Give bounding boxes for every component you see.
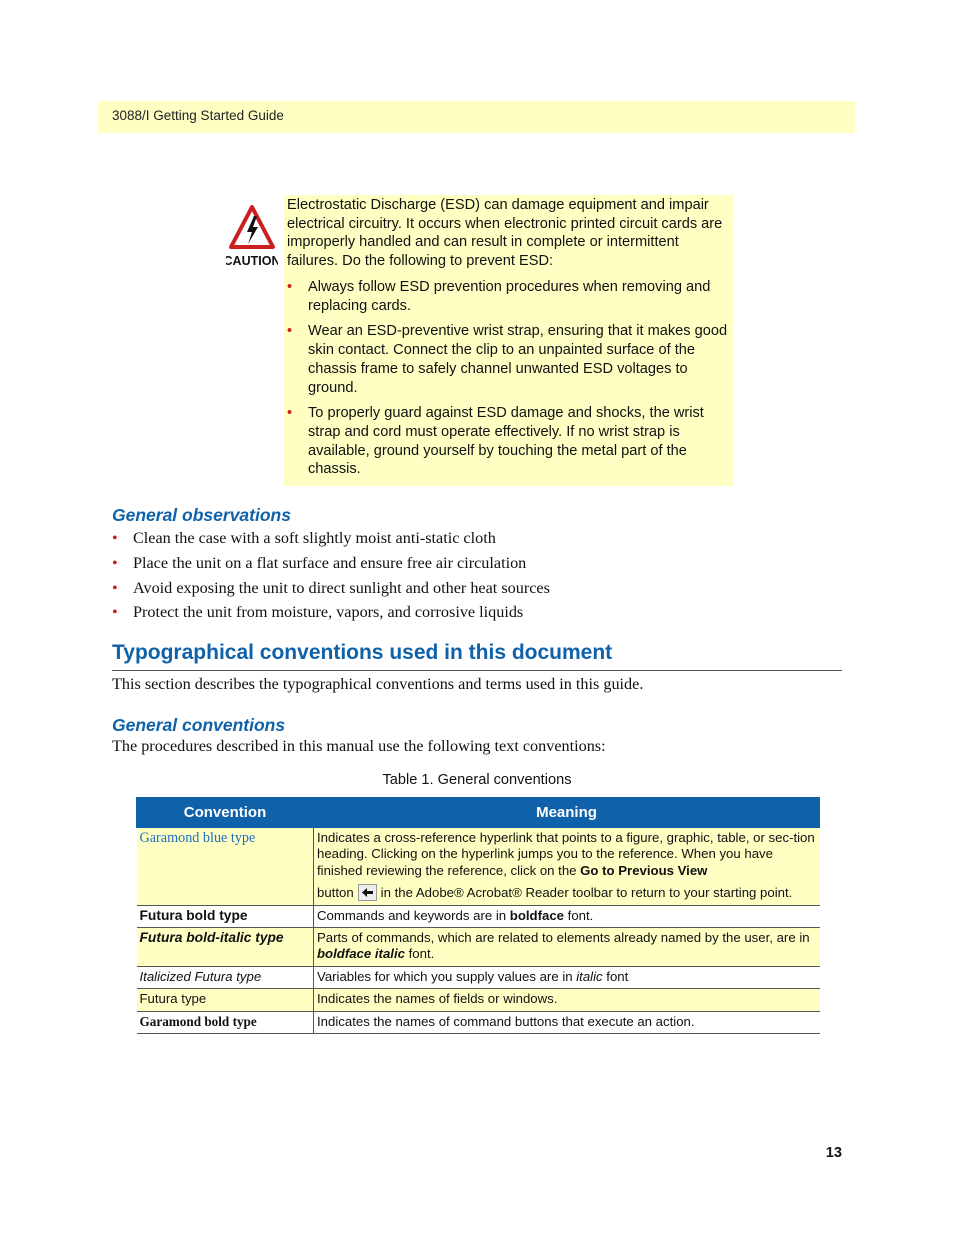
table-row <box>137 828 820 906</box>
header-title: 3088/I Getting Started Guide <box>112 108 284 123</box>
meaning-cell: Indicates a cross-reference hyperlink that points to a figure, graphic, table, or sec-tion heading. Clicking on the hyperlink jumps you to the reference. When you have finished reviewing the reference, click on the Go to Previous View button in the Adobe® Acrobat® Reader toolbar to return to your starting point. <box>314 828 820 906</box>
column-header: Meaning <box>314 798 820 828</box>
convention-cell: Italicized Futura type <box>137 966 314 988</box>
table-row <box>137 928 820 967</box>
convention-cell: Garamond blue type <box>137 828 314 906</box>
page-number: 13 <box>825 1145 842 1161</box>
conventions-intro: The procedures described in this manual use the following text conventions: <box>112 737 606 755</box>
meaning-cell: Indicates the names of fields or windows. <box>314 989 820 1011</box>
list-item: • Wear an ESD-preventive wrist strap, ensuring that it makes good skin contact. Connect the clip to an unpainted surface of the chassis frame to safely channel unwanted ESD voltages to ground. <box>287 323 728 396</box>
go-to-previous-view-icon <box>358 884 377 901</box>
list-item: • Clean the case with a soft slightly moist anti-static cloth <box>112 529 496 547</box>
observations-list <box>112 528 832 627</box>
meaning-cell: Commands and keywords are in boldface font. <box>314 905 820 927</box>
section-heading-general-conventions: General conventions <box>112 715 286 735</box>
meaning-cell: Indicates the names of command buttons that execute an action. <box>314 1011 820 1033</box>
convention-cell: Futura bold-italic type <box>137 928 314 967</box>
convention-cell: Futura type <box>137 989 314 1011</box>
table-row <box>137 1011 820 1033</box>
convention-cell: Garamond bold type <box>137 1011 314 1033</box>
meaning-cell: Parts of commands, which are related to elements already named by the user, are in boldface italic font. <box>314 928 820 967</box>
running-header <box>98 101 855 133</box>
list-item: • Protect the unit from moisture, vapors, and corrosive liquids <box>112 603 524 622</box>
table-caption: Table 1. General conventions <box>382 772 572 788</box>
section-heading-general-observations: General observations <box>112 505 291 525</box>
caution-bullet-list <box>287 278 728 486</box>
caution-text: Electrostatic Discharge (ESD) can damage equipment and impair electrical circuitry. It occurs when electronic printed circuit cards are improperly handled and can result in complete or intermittent failures. Do the following to prevent ESD: <box>287 197 723 270</box>
caution-box <box>284 195 733 486</box>
typographical-intro: This section describes the typographical conventions and terms used in this guide. <box>112 675 644 693</box>
list-item: • To properly guard against ESD damage and shocks, the wrist strap and cord must operate effectively. If no wrist strap is available, ground yourself by touching the metal part of the chassis. <box>287 405 704 478</box>
column-header: Convention <box>137 798 314 828</box>
meaning-cell: Variables for which you supply values are in italic font <box>314 966 820 988</box>
heading-rule <box>112 670 842 671</box>
list-item: • Place the unit on a flat surface and ensure free air circulation <box>112 553 527 572</box>
table-row <box>137 989 820 1011</box>
convention-cell: Futura bold type <box>137 905 314 927</box>
caution-label: CAUTION <box>226 254 278 268</box>
list-item: • Avoid exposing the unit to direct sunlight and other heat sources <box>112 578 550 597</box>
caution-icon <box>226 203 278 273</box>
conventions-table <box>136 797 820 1034</box>
list-item: • Always follow ESD prevention procedures when removing and replacing cards. <box>287 279 711 314</box>
section-heading-typographical: Typographical conventions used in this document <box>112 641 613 664</box>
table-row <box>137 905 820 927</box>
table-header-row <box>137 798 820 828</box>
table-row <box>137 966 820 988</box>
